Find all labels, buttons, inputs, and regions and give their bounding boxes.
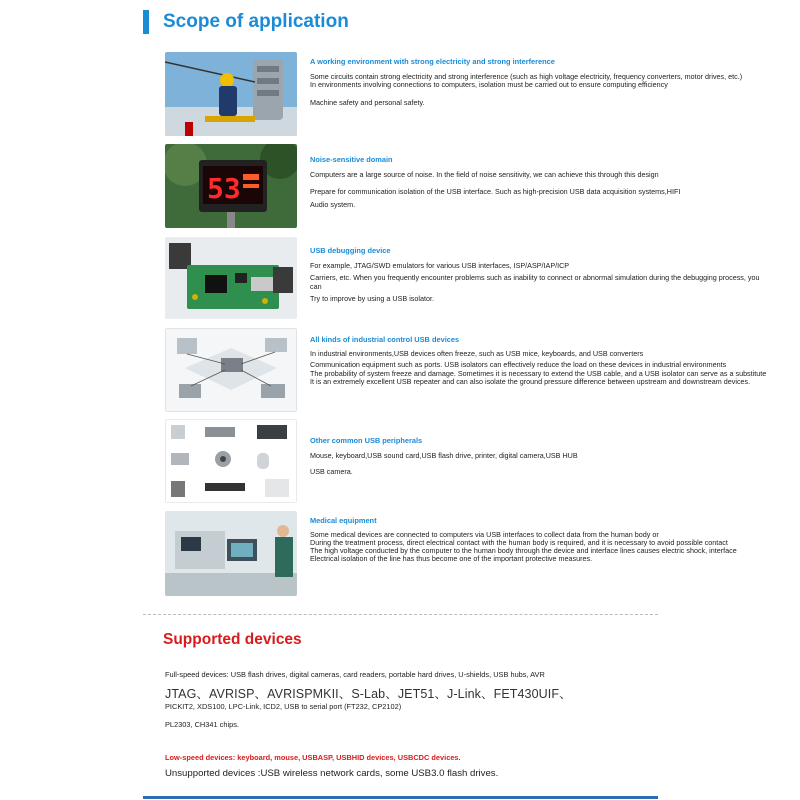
bottom-rule xyxy=(143,796,658,799)
noise-meter-photo xyxy=(165,144,297,228)
low-speed-devices: Low-speed devices: keyboard, mouse, USBASP, USBHID devices, USBCDC devices. xyxy=(165,753,461,762)
usb-board-photo xyxy=(165,237,297,319)
section-line: Communication equipment such as ports. USB isolators can effectively reduce the load on these devices in industrial environments xyxy=(310,360,727,370)
section-text xyxy=(310,336,770,391)
section-text xyxy=(310,247,770,309)
section-line: It is an extremely excellent USB repeater and can also isolate the ground pressure difference between upstream and downstream devices. xyxy=(310,376,751,386)
section-line: For example, JTAG/SWD emulators for various USB interfaces, ISP/ASP/IAP/ICP xyxy=(310,260,570,270)
supported-devices-title: Supported devices xyxy=(163,631,302,648)
section-medical xyxy=(165,511,765,596)
section-title: Other common USB peripherals xyxy=(310,436,423,445)
section-text xyxy=(310,517,770,568)
section-industrial-control xyxy=(165,328,765,412)
section-line: The probability of system freeze and damage. Sometimes it is necessary to extend the USB cable, and a USB isolator can serve as a substitute xyxy=(310,368,767,378)
section-line: In industrial environments,USB devices often freeze, such as USB mice, keyboards, and USB converters xyxy=(310,349,644,359)
section-line: Try to improve by using a USB isolator. xyxy=(310,294,434,304)
section-line: In environments involving connections to computers, isolation must be carried out to ensure computing efficiency xyxy=(310,80,668,90)
section-line: USB camera. xyxy=(310,467,353,477)
full-speed-line-4: PL2303, CH341 chips. xyxy=(165,720,239,729)
full-speed-line-2: JTAG、AVRISP、AVRISPMKII、S-Lab、JET51、J-Link、FET430UIF、 xyxy=(165,687,572,701)
section-line: Carriers, etc. When you frequently encounter problems such as inability to connect or abnormal simulation during the debugging process, you can xyxy=(310,273,760,291)
section-line: Mouse, keyboard,USB sound card,USB flash drive, printer, digital camera,USB HUB xyxy=(310,450,578,460)
section-line: Computers are a large source of noise. In the field of noise sensitivity, we can achieve this through this design xyxy=(310,169,659,179)
section-text xyxy=(310,58,770,112)
section-title: All kinds of industrial control USB devices xyxy=(310,335,460,344)
section-line: Some circuits contain strong electricity and strong interference (such as high voltage electricity, frequency converters, motor drives, etc.) xyxy=(310,71,743,81)
section-text xyxy=(310,156,770,214)
display-value: 53 xyxy=(207,172,241,205)
section-divider xyxy=(143,614,658,615)
page-title: Scope of application xyxy=(163,11,349,32)
industrial-network-diagram xyxy=(165,328,297,412)
title-accent-bar xyxy=(143,10,149,34)
section-text xyxy=(310,437,770,482)
usb-peripherals-collage xyxy=(165,419,297,503)
section-title: Medical equipment xyxy=(310,516,377,525)
full-speed-line-1: Full-speed devices: USB flash drives, digital cameras, card readers, portable hard drives, U-shields, USB hubs, AVR xyxy=(165,670,545,679)
lineman-photo xyxy=(165,52,297,136)
section-line: The high voltage conducted by the computer to the human body through the device and interface lines causes electric shock, interface xyxy=(310,546,737,555)
section-line: Machine safety and personal safety. xyxy=(310,97,425,107)
medical-room-photo xyxy=(165,511,297,596)
section-title: Noise-sensitive domain xyxy=(310,155,393,164)
section-noise-sensitive xyxy=(165,144,765,228)
section-usb-debugging xyxy=(165,237,765,319)
section-title: USB debugging device xyxy=(310,246,391,255)
section-strong-electricity xyxy=(165,52,765,136)
section-title: A working environment with strong electricity and strong interference xyxy=(310,57,555,66)
section-usb-peripherals xyxy=(165,419,765,503)
section-line: Prepare for communication isolation of the USB interface. Such as high-precision USB data acquisition systems,HIFI xyxy=(310,187,681,197)
page-header xyxy=(143,8,349,36)
section-line: Audio system. xyxy=(310,199,356,209)
section-line: Some medical devices are connected to computers via USB interfaces to collect data from the human body or xyxy=(310,530,659,539)
section-line: Electrical isolation of the line has thus become one of the important protective measures. xyxy=(310,554,593,563)
full-speed-line-3: PICKIT2, XDS100, LPC-Link, ICD2, USB to serial port (FT232, CP2102) xyxy=(165,702,402,711)
unsupported-devices: Unsupported devices :USB wireless network cards, some USB3.0 flash drives. xyxy=(165,768,499,779)
section-line: During the treatment process, direct electrical contact with the human body is required, and it is necessary to avoid possible contact xyxy=(310,538,728,547)
